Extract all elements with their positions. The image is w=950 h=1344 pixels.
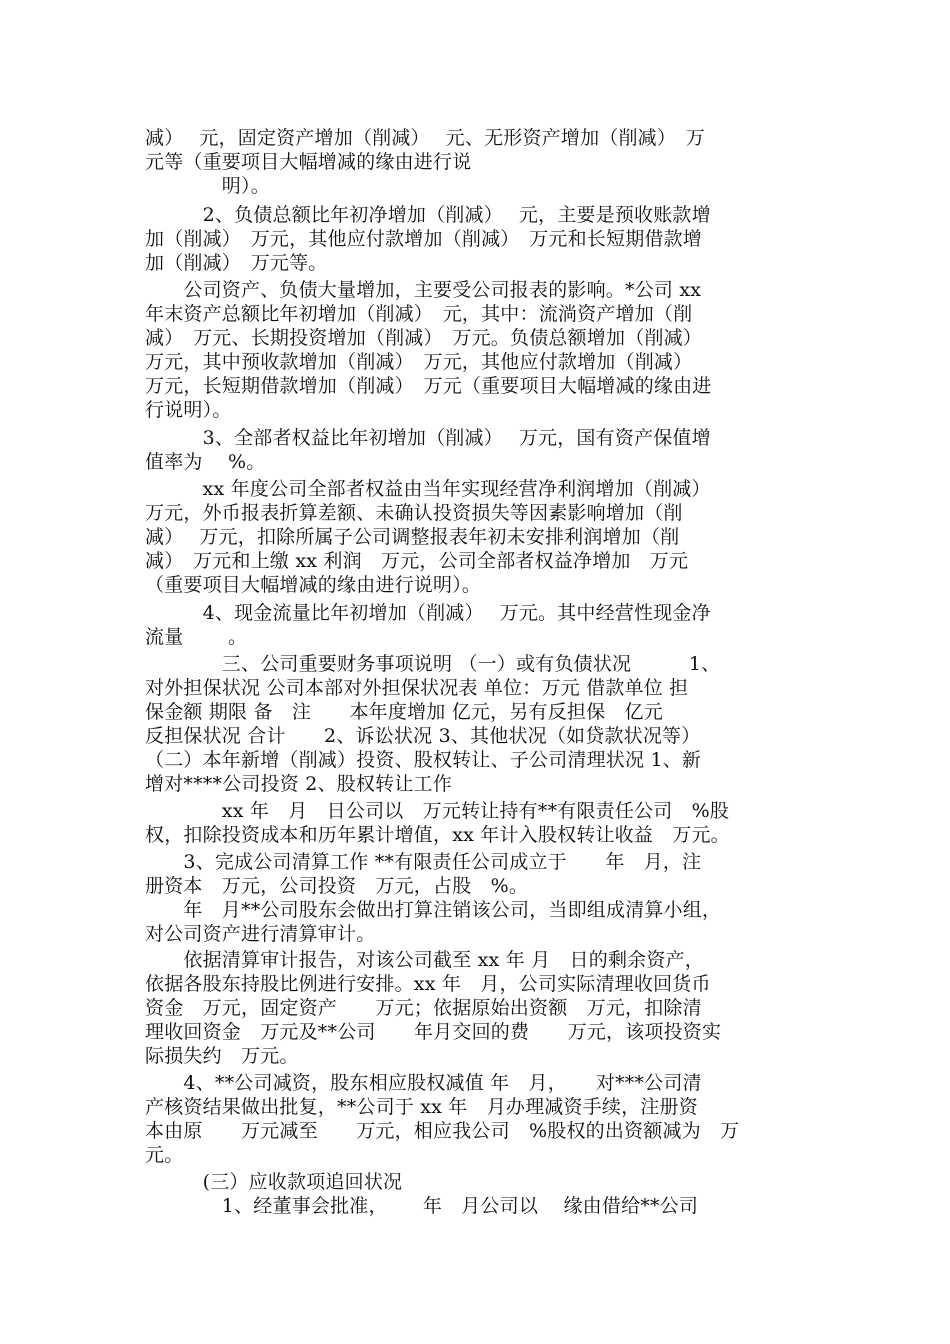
text-line: 万元，其中预收款增加（削减） 万元，其他应付款增加（削减）: [145, 351, 693, 373]
text-line: xx 年度公司全部者权益由当年实现经营净利润增加（削减）: [145, 478, 711, 500]
text-line: 依据清算审计报告，对该公司截至 xx 年 月 日的剩余资产，: [145, 949, 704, 971]
text-line: xx 年 月 日公司以 万元转让持有**有限责任公司 %股: [145, 800, 730, 822]
text-line: 流量 。: [145, 626, 248, 648]
text-line: 加（削减） 万元等。: [145, 252, 328, 274]
text-line: 保金额 期限 备 注 本年度增加 亿元，另有反担保 亿元: [145, 701, 663, 723]
text-line: 2、负债总额比年初净增加（削减） 元，主要是预收账款增: [145, 204, 711, 226]
text-line: 减） 元，固定资产增加（削减） 元、无形资产增加（削减） 万: [145, 127, 705, 149]
text-line: （二）本年新增（削减）投资、股权转让、子公司清理状况 1、新: [145, 749, 702, 771]
text-line: 理收回资金 万元及**公司 年月交回的费 万元，该项投资实: [145, 1021, 722, 1043]
text-line: 减） 万元、长期投资增加（削减） 万元。负债总额增加（削减）: [145, 327, 703, 349]
text-line: 3、完成公司清算工作 **有限责任公司成立于 年 月，注: [145, 851, 702, 873]
text-line: (三）应收款项追回状况: [145, 1171, 403, 1193]
text-line: 依据各股东持股比例进行安排。xx 年 月，公司实际清理收回货币: [145, 973, 711, 995]
text-line: 产核资结果做出批复，**公司于 xx 年 月办理减资手续，注册资: [145, 1096, 698, 1118]
text-line: 4、**公司减资，股东相应股权减值 年 月， 对***公司清: [145, 1072, 702, 1094]
text-line: 万元，外币报表折算差额、未确认投资损失等因素影响增加（削: [145, 502, 683, 524]
text-line: 增对****公司投资 2、股权转让工作: [145, 773, 452, 795]
text-line: 值率为 %。: [145, 451, 266, 473]
text-line: 元。: [145, 1144, 184, 1166]
text-line: 资金 万元，固定资产 万元；依据原始出资额 万元，扣除清: [145, 997, 702, 1019]
text-line: 年末资产总额比年初增加（削减） 元，其中：流淌资产增加（削: [145, 303, 693, 325]
text-line: 对公司资产进行清算审计。: [145, 923, 376, 945]
text-line: 减） 万元和上缴 xx 利润 万元，公司全部者权益净增加 万元: [145, 550, 689, 572]
text-line: 际损失约 万元。: [145, 1045, 299, 1067]
text-line: （重要项目大幅增减的缘由进行说明）。: [145, 574, 482, 596]
text-line: 册资本 万元，公司投资 万元，占股 %。: [145, 875, 529, 897]
text-line: 4、现金流量比年初增加（削减） 万元。其中经营性现金净: [145, 602, 711, 624]
text-line: 减） 万元，扣除所属子公司调整报表年初未安排利润增加（削: [145, 526, 680, 548]
text-line: 加（削减） 万元，其他应付款增加（削减） 万元和长短期借款增: [145, 228, 703, 250]
text-line: 万元，长短期借款增加（削减） 万元（重要项目大幅增减的缘由进: [145, 375, 712, 397]
text-line: 三、公司重要财务事项说明 （一）或有负债状况 1、: [145, 653, 721, 675]
text-line: 行说明）。: [145, 399, 232, 421]
text-line: 年 月**公司股东会做出打算注销该公司，当即组成清算小组，: [145, 899, 722, 921]
text-line: 3、全部者权益比年初增加（削减） 万元，国有资产保值增: [145, 427, 711, 449]
text-line: 1、经董事会批准， 年 月公司以 缘由借给**公司: [145, 1195, 699, 1217]
text-line: 元等（重要项目大幅增减的缘由进行说: [145, 151, 472, 173]
text-line: 明）。: [145, 175, 270, 197]
text-line: 反担保状况 合计 2、诉讼状况 3、其他状况（如贷款状况等）: [145, 725, 701, 747]
text-line: 公司资产、负债大量增加，主要受公司报表的影响。*公司 xx: [145, 279, 702, 301]
text-line: 权，扣除投资成本和历年累计增值，xx 年计入股权转让收益 万元。: [145, 824, 730, 846]
text-line: 对外担保状况 公司本部对外担保状况表 单位：万元 借款单位 担: [145, 677, 689, 699]
text-line: 本由原 万元减至 万元，相应我公司 %股权的出资额减为 万: [145, 1120, 740, 1142]
